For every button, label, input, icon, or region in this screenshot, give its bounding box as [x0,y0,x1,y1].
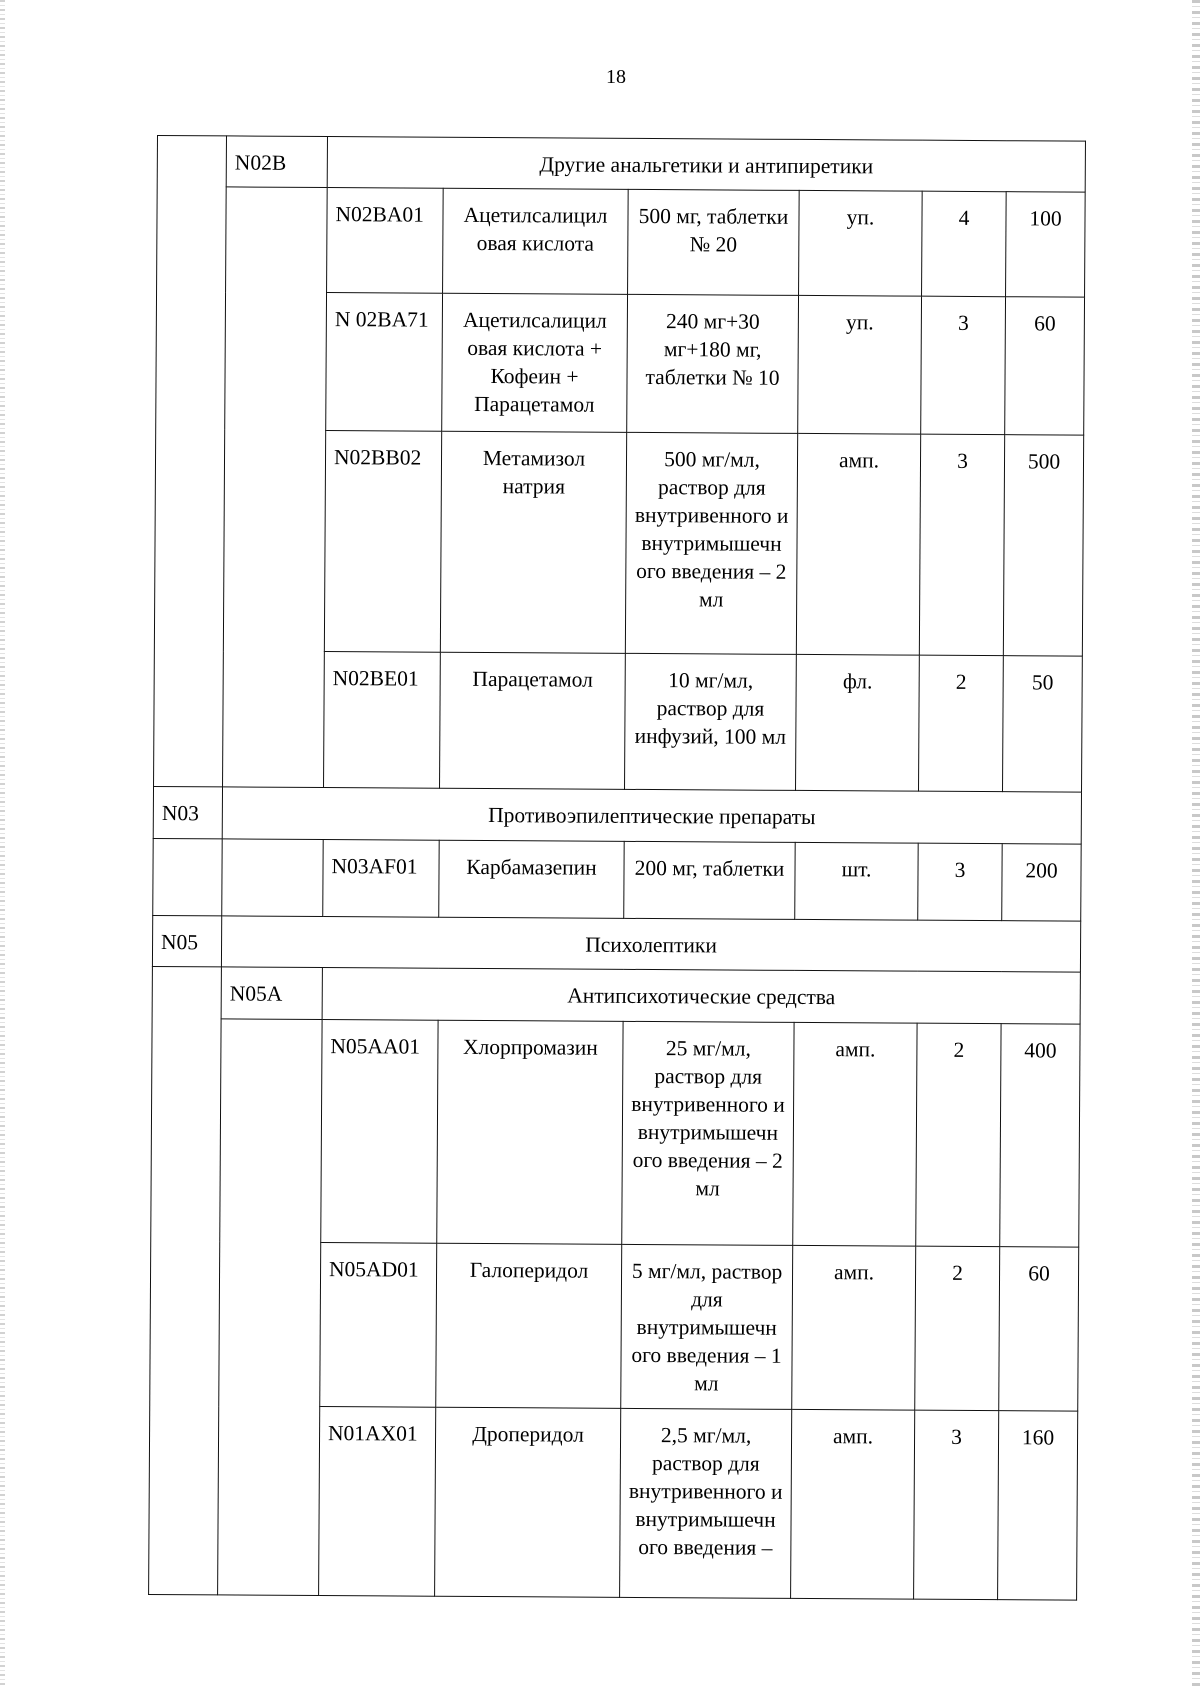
drug-form: 200 мг, таблетки [624,841,795,920]
drug-name: Хлорпромазин [437,1021,623,1245]
group-code: N03 [153,786,222,838]
drug-name: Галоперидол [436,1243,622,1408]
drug-qty: 2 [915,1246,1000,1411]
group-code: N05A [221,967,322,1020]
drug-row [153,838,1081,921]
drug-form: 25 мг/мл, раствор для внутривенного и внутримышечн ого введения – 2 мл [622,1022,794,1245]
drug-form: 2,5 мг/мл, раствор для внутривенного и внутримышечн ого введения – [620,1408,792,1598]
drug-code: N02BA01 [327,188,444,294]
drug-qty: 3 [914,1410,999,1599]
drug-unit: уп. [798,296,922,434]
drug-unit: шт. [795,842,918,920]
drug-unit: амп. [793,1023,917,1246]
group-title: Другие анальгетики и антипиретики [327,137,1085,193]
drug-form: 240 мг+30 мг+180 мг, таблетки № 10 [627,294,799,433]
group-title: Антипсихотические средства [322,968,1080,1025]
drug-unit: амп. [792,1245,916,1410]
drug-unit: фл. [796,655,920,791]
drug-name: Карбамазепин [439,840,624,919]
drug-amount: 200 [1002,844,1081,922]
drug-unit: амп. [791,1410,915,1600]
drug-name: Ацетилсалицил овая кислота + Кофеин + Парацетамол [442,293,628,432]
level1-empty-cell [149,967,222,1595]
drug-amount: 50 [1003,656,1083,792]
drug-row [157,187,1086,298]
group-code: N05 [152,916,221,967]
drug-unit: амп. [796,433,920,655]
level1-empty-cell [154,136,227,787]
drug-table-container [148,135,1085,1601]
drug-qty: 3 [919,434,1004,656]
level2-empty-cell [223,187,328,787]
drug-amount: 100 [1006,192,1086,298]
group-row-n05a [152,967,1080,1025]
drug-amount: 60 [1005,297,1085,435]
drug-name: Метамизол натрия [440,431,626,654]
group-title: Противоэпилептические препараты [222,787,1081,844]
drug-qty: 3 [921,296,1006,434]
drug-form: 500 мг/мл, раствор для внутривенного и внутримышечн ого введения – 2 мл [625,432,797,654]
group-code: N02B [226,136,327,188]
level1-empty-cell [153,838,222,916]
drug-code: N03AF01 [323,839,439,917]
drug-amount: 400 [1000,1024,1080,1247]
group-row-n02b [157,136,1085,193]
scan-edge-right [1192,0,1200,1686]
drug-amount: 60 [999,1247,1079,1412]
drug-unit: уп. [799,190,923,296]
page-number: 18 [606,66,626,88]
drug-code: N 02BA71 [326,293,443,431]
drug-row [151,1019,1080,1247]
drug-form: 10 мг/мл, раствор для инфузий, 100 мл [625,654,797,791]
group-row-n05 [152,916,1080,973]
drug-qty: 4 [922,191,1007,297]
drug-qty: 2 [916,1024,1001,1247]
drug-code: N01AX01 [319,1407,436,1597]
drug-amount: 500 [1003,434,1083,656]
level2-empty-cell [222,839,323,917]
drug-code: N02BB02 [324,430,441,652]
drug-code: N02BE01 [324,652,441,788]
drug-code: N05AA01 [321,1020,438,1243]
drug-name: Ацетилсалицил овая кислота [443,188,629,294]
drug-form: 500 мг, таблетки № 20 [628,189,800,295]
group-title: Психолептики [221,916,1080,972]
scan-edge-left [0,0,5,1686]
drug-code: N05AD01 [320,1242,437,1407]
drug-table [148,135,1086,1601]
drug-name: Парацетамол [440,652,626,789]
drug-qty: 3 [918,843,1002,921]
group-row-n03 [153,786,1081,844]
drug-form: 5 мг/мл, раствор для внутримышечн ого введения – 1 мл [621,1244,793,1409]
drug-name: Дроперидол [435,1407,621,1597]
drug-qty: 2 [919,655,1004,791]
drug-amount: 160 [998,1411,1078,1600]
level2-empty-cell [218,1019,323,1595]
